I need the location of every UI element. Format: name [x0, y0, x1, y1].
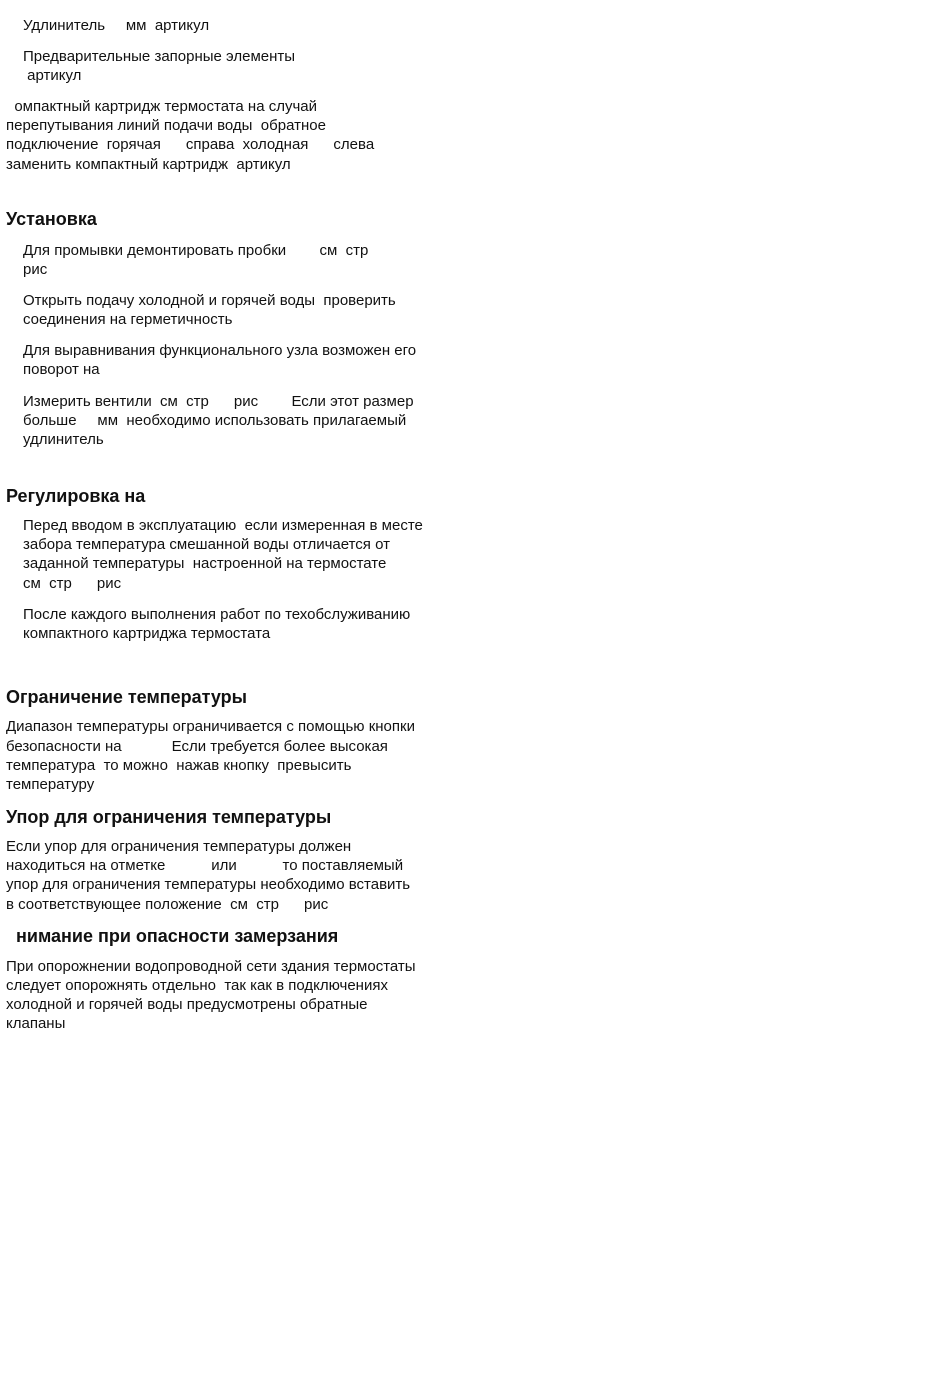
temp-limit-line: температуру — [6, 776, 95, 793]
installation-step-line: удлинитель — [23, 431, 104, 448]
installation-step-line: соединения на герметичность — [23, 311, 233, 328]
temp-stop-line: Если упор для ограничения температуры должен — [6, 838, 352, 855]
installation-step-line: Измерить вентили см стр рис Если этот размер — [23, 393, 414, 410]
temp-limit-line: Диапазон температуры ограничивается с помощью кнопки — [6, 718, 415, 735]
extension-item: Удлинитель мм артикул — [23, 17, 210, 34]
installation-heading: Установка — [6, 209, 97, 229]
temp-limit-heading: Ограничение температуры — [6, 687, 248, 707]
adjustment-step-line: заданной температуры настроенной на термостате — [23, 555, 387, 572]
shutoff-elements-item: Предварительные запорные элементы — [23, 48, 296, 65]
frost-warning-line: клапаны — [6, 1015, 66, 1032]
temp-stop-line: в соответствующее положение см стр рис — [6, 896, 329, 913]
cartridge-note-line: подключение горячая справа холодная слева — [6, 136, 375, 153]
installation-step-line: рис — [23, 261, 48, 278]
adjustment-heading: Регулировка на — [6, 486, 146, 506]
installation-step-line: больше мм необходимо использовать прилагаемый — [23, 412, 407, 429]
installation-step-line: Для выравнивания функционального узла возможен его — [23, 342, 417, 359]
frost-warning-line: следует опорожнять отдельно так как в подключениях — [6, 977, 388, 994]
adjustment-step-line: Перед вводом в эксплуатацию если измеренная в месте — [23, 517, 423, 534]
temp-stop-line: находиться на отметке или то поставляемый — [6, 857, 404, 874]
frost-warning-heading: нимание при опасности замерзания — [6, 926, 339, 946]
cartridge-note-line: омпактный картридж термостата на случай — [6, 98, 318, 115]
temp-stop-line: упор для ограничения температуры необходимо вставить — [6, 876, 411, 893]
adjustment-step-line: После каждого выполнения работ по техобслуживанию — [23, 606, 411, 623]
cartridge-note-line: перепутывания линий подачи воды обратное — [6, 117, 326, 134]
temp-stop-heading: Упор для ограничения температуры — [6, 807, 332, 827]
frost-warning-line: При опорожнении водопроводной сети здания термостаты — [6, 958, 416, 975]
installation-step-line: поворот на — [23, 361, 100, 378]
shutoff-elements-item-article: артикул — [23, 67, 82, 84]
cartridge-note-line: заменить компактный картридж артикул — [6, 156, 291, 173]
installation-step-line: Для промывки демонтировать пробки см стр — [23, 242, 369, 259]
temp-limit-line: температура то можно нажав кнопку превысить — [6, 757, 352, 774]
adjustment-step-line: забора температура смешанной воды отличается от — [23, 536, 390, 553]
adjustment-step-line: см стр рис — [23, 575, 122, 592]
frost-warning-line: холодной и горячей воды предусмотрены обратные — [6, 996, 368, 1013]
temp-limit-line: безопасности на Если требуется более высокая — [6, 738, 388, 755]
installation-step-line: Открыть подачу холодной и горячей воды проверить — [23, 292, 396, 309]
adjustment-step-line: компактного картриджа термостата — [23, 625, 271, 642]
